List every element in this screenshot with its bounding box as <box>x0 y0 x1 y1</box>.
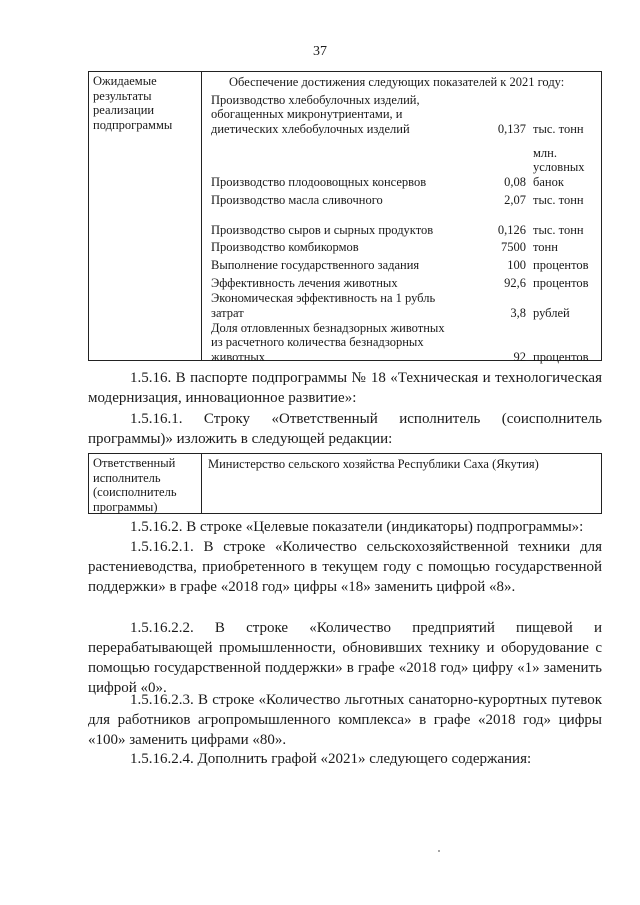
table-row <box>211 256 599 272</box>
row-unit: тыс. тонн <box>533 121 584 136</box>
table-column-divider <box>201 454 202 513</box>
row-name: Производство комбикормов <box>211 239 359 254</box>
paragraph-1-5-16-2-2 <box>88 618 602 698</box>
row-name: Экономическая эффективность на 1 рубль затрат <box>211 291 436 320</box>
expected-results-table <box>88 71 602 364</box>
paragraph-1-5-16-1 <box>88 409 602 449</box>
paragraph-1-5-16-2-4 <box>88 749 602 769</box>
paragraph-text: 1.5.16.2.2. В строке «Количество предприятий пищевой и перерабатывающей промышленности, обновивших технику и оборудование с помощью государственной поддержки» в графе «2018 год» цифру «1» заменить цифрой «0». <box>88 620 602 696</box>
table-right-text: Министерство сельского хозяйства Республики Саха (Якутия) <box>208 457 539 471</box>
table-row <box>211 274 599 290</box>
page-number: 37 <box>313 44 327 59</box>
scan-speck <box>438 850 440 852</box>
table-left-label: Ответственный исполнитель (соисполнитель программы) <box>93 456 177 514</box>
row-name: Производство хлебобулочных изделий, обогащенных микронутриентами, и диетических хлебобулочных изделий <box>211 92 420 136</box>
row-name: Производство плодоовощных консервов <box>211 174 427 189</box>
paragraph-1-5-16-2 <box>88 517 602 537</box>
row-unit: млн. условных банок <box>533 145 585 189</box>
table-row <box>211 191 599 207</box>
row-unit: тыс. тонн <box>533 192 584 207</box>
paragraph-text: 1.5.16. В паспорте подпрограммы № 18 «Техническая и технологическая модернизация, инновационное развитие»: <box>88 370 602 406</box>
responsible-executor-table <box>88 453 602 514</box>
table-left-label: Ожидаемые результаты реализации подпрограммы <box>93 74 173 132</box>
row-value: 0,08 <box>504 174 526 189</box>
row-value: 92,6 <box>504 275 526 290</box>
paragraph-text: 1.5.16.2.4. Дополнить графой «2021» следующего содержания: <box>130 751 532 767</box>
row-name: Эффективность лечения животных <box>211 275 398 290</box>
paragraph-text: 1.5.16.1. Строку «Ответственный исполнитель (соисполнитель программы)» изложить в следующей редакции: <box>88 411 602 447</box>
row-unit: рублей <box>533 305 570 320</box>
row-name: Производство масла сливочного <box>211 192 383 207</box>
row-value: 100 <box>507 257 526 272</box>
row-value: 92 <box>513 349 526 364</box>
paragraph-1-5-16-2-3 <box>88 690 602 750</box>
row-value: 0,137 <box>497 121 526 136</box>
table-row <box>211 290 599 320</box>
table-column-divider <box>201 72 202 360</box>
table-intro-text: Обеспечение достижения следующих показателей к 2021 году: <box>229 75 565 89</box>
table-row <box>211 320 599 364</box>
row-value: 2,07 <box>504 192 526 207</box>
row-value: 7500 <box>501 239 526 254</box>
row-unit: тонн <box>533 239 558 254</box>
table-row <box>211 90 599 136</box>
paragraph-text: 1.5.16.2.3. В строке «Количество льготных санаторно-курортных путевок для работников агропромышленного комплекса» в графе «2018 год» цифры «100» заменить цифрами «80». <box>88 692 602 748</box>
row-unit: процентов <box>533 275 589 290</box>
table-row <box>211 238 599 254</box>
row-name: Выполнение государственного задания <box>211 257 420 272</box>
row-value: 3,8 <box>510 305 526 320</box>
row-unit: процентов <box>533 257 589 272</box>
table-row <box>211 207 599 237</box>
paragraph-text: 1.5.16.2. В строке «Целевые показатели (индикаторы) подпрограммы»: <box>130 519 584 535</box>
paragraph-1-5-16-2-1 <box>88 537 602 597</box>
paragraph-text: 1.5.16.2.1. В строке «Количество сельскохозяйственной техники для растениеводства, приобретенного в текущем году с помощью государственной поддержки» в графе «2018 год» цифры «18» заменить цифрой «8». <box>88 539 602 595</box>
table-row <box>211 144 599 189</box>
paragraph-1-5-16 <box>88 368 602 408</box>
row-unit: процентов <box>533 349 589 364</box>
row-value: 0,126 <box>497 222 526 237</box>
row-name: Производство сыров и сырных продуктов <box>211 222 434 237</box>
row-unit: тыс. тонн <box>533 222 584 237</box>
row-name: Доля отловленных безнадзорных животных из расчетного количества безнадзорных животных <box>211 320 445 364</box>
